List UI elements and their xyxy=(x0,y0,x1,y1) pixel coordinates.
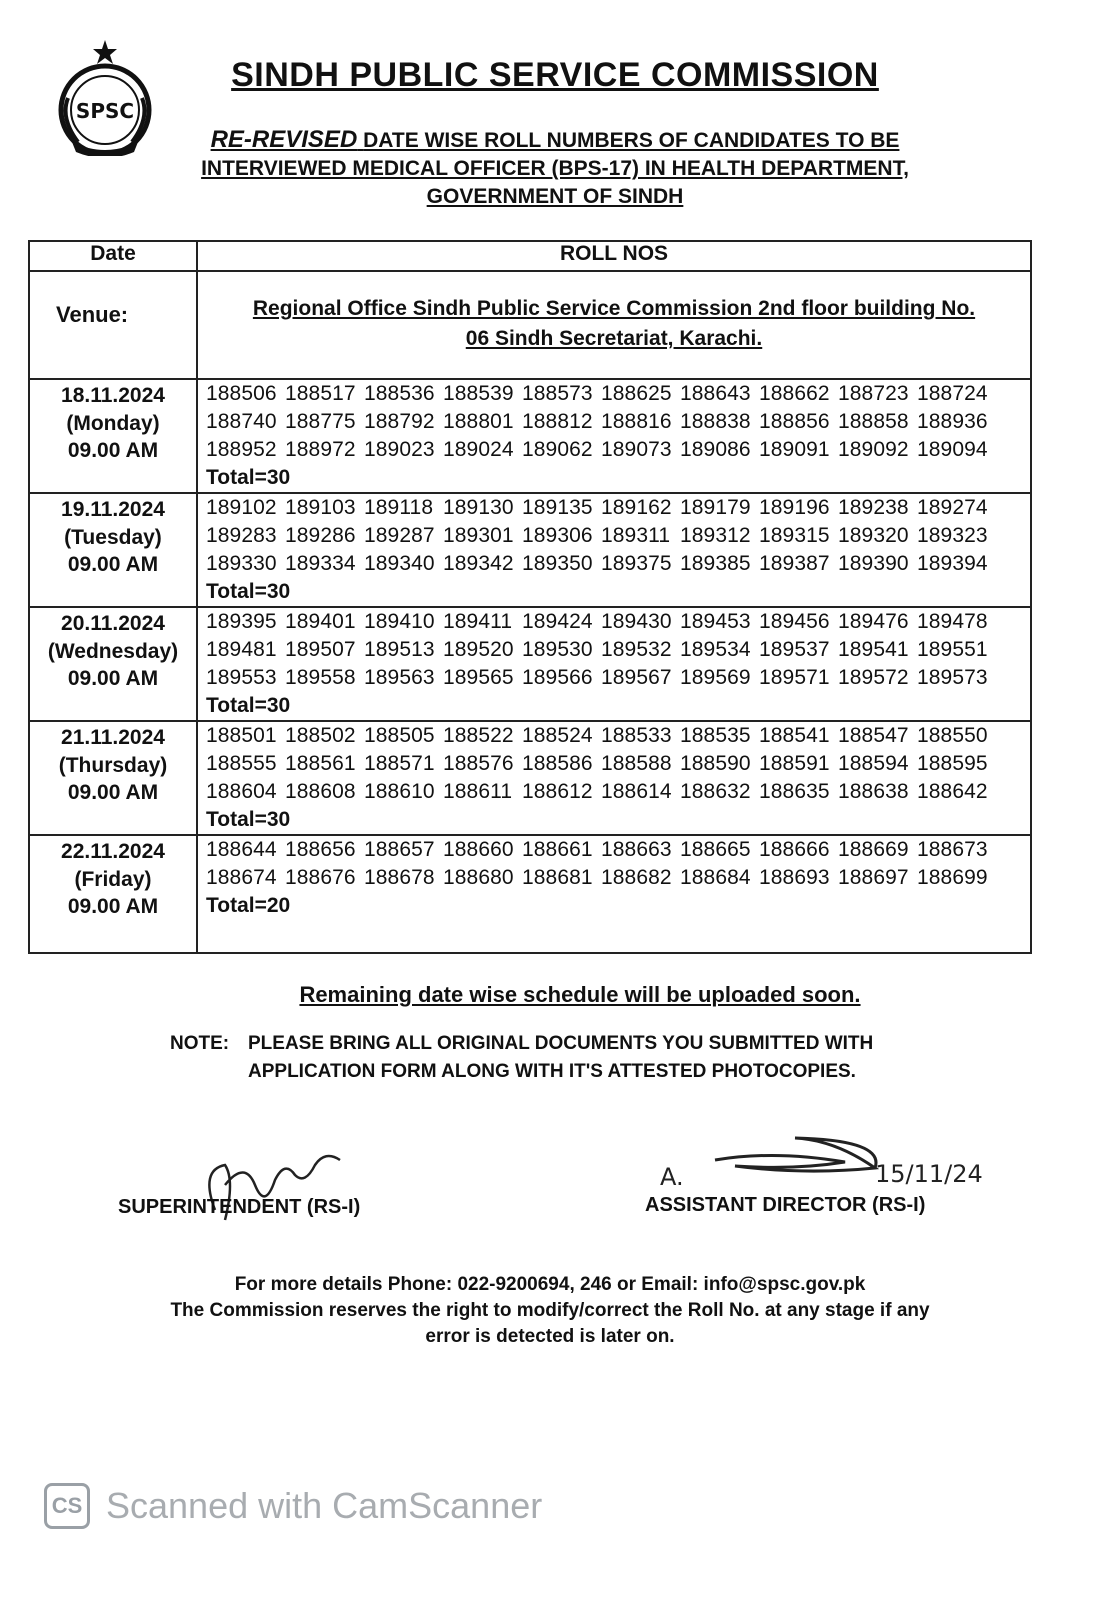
roll-number: 188573 xyxy=(522,382,593,405)
roll-total: Total=30 xyxy=(206,694,291,717)
date-cell xyxy=(29,721,197,835)
roll-number: 189283 xyxy=(206,524,277,547)
roll-number: 189118 xyxy=(364,496,434,519)
roll-number: 189394 xyxy=(917,552,988,575)
interview-day: (Monday) xyxy=(66,411,160,435)
logo-text: SPSC xyxy=(75,99,135,123)
roll-number: 189563 xyxy=(364,666,435,689)
roll-number: 188642 xyxy=(917,780,988,803)
roll-number: 188524 xyxy=(522,724,593,747)
roll-total: Total=20 xyxy=(206,894,291,917)
schedule-day-row xyxy=(29,835,1031,953)
schedule-table xyxy=(28,240,1032,954)
roll-number: 188838 xyxy=(680,410,751,433)
roll-number: 189094 xyxy=(917,438,988,461)
roll-number: 189532 xyxy=(601,638,672,661)
interview-time: 09.00 AM xyxy=(67,439,159,462)
roll-number: 188644 xyxy=(206,838,277,861)
roll-number: 189430 xyxy=(601,610,672,633)
roll-number: 189385 xyxy=(680,552,751,575)
roll-number: 189565 xyxy=(443,666,514,689)
note-line2: APPLICATION FORM ALONG WITH IT'S ATTESTED PHOTOCOPIES. xyxy=(248,1061,856,1082)
roll-number: 189073 xyxy=(601,438,672,461)
roll-number-row xyxy=(206,436,1030,464)
roll-number: 188595 xyxy=(917,752,988,775)
roll-number-row xyxy=(206,608,1030,636)
subtitle-line1: DATE WISE ROLL NUMBERS OF CANDIDATES TO BE xyxy=(363,129,900,152)
roll-number: 188676 xyxy=(285,866,356,889)
roll-number: 189395 xyxy=(206,610,277,633)
roll-number: 189571 xyxy=(759,666,830,689)
roll-number: 188555 xyxy=(206,752,277,775)
roll-number: 188505 xyxy=(364,724,435,747)
interview-date: 22.11.2024 xyxy=(61,840,165,863)
roll-number: 189350 xyxy=(522,552,593,575)
interview-day: (Friday) xyxy=(74,867,152,891)
roll-number: 188517 xyxy=(285,382,356,405)
interview-date: 20.11.2024 xyxy=(61,612,165,635)
camscanner-logo-icon: CS xyxy=(44,1483,90,1529)
roll-number: 188662 xyxy=(759,382,830,405)
roll-number: 189476 xyxy=(838,610,909,633)
roll-number: 188550 xyxy=(917,724,988,747)
roll-number: 188693 xyxy=(759,866,830,889)
roll-number: 188812 xyxy=(522,410,593,433)
roll-number: 188858 xyxy=(838,410,909,433)
date-cell xyxy=(29,379,197,493)
roll-number: 188533 xyxy=(601,724,672,747)
roll-number: 188588 xyxy=(601,752,672,775)
roll-number: 188674 xyxy=(206,866,277,889)
roll-number: 188684 xyxy=(680,866,751,889)
roll-number: 189566 xyxy=(522,666,593,689)
roll-number: 189023 xyxy=(364,438,435,461)
roll-number-row xyxy=(206,750,1030,778)
roll-number: 188660 xyxy=(443,838,514,861)
footer-disclaimer-line2: error is detected is later on. xyxy=(425,1326,675,1347)
footer xyxy=(100,1272,1000,1350)
roll-number: 188669 xyxy=(838,838,909,861)
roll-number: 188663 xyxy=(601,838,672,861)
roll-numbers-cell xyxy=(197,721,1031,835)
roll-number: 189135 xyxy=(522,496,593,519)
interview-time: 09.00 AM xyxy=(67,667,159,690)
roll-number: 189375 xyxy=(601,552,672,575)
svg-text:A.: A. xyxy=(660,1163,684,1191)
roll-number: 189520 xyxy=(443,638,514,661)
schedule-day-row xyxy=(29,379,1031,493)
roll-number: 188816 xyxy=(601,410,672,433)
roll-number: 189086 xyxy=(680,438,751,461)
footer-contact: For more details Phone: 022-9200694, 246 or Email: info@spsc.gov.pk xyxy=(234,1274,866,1295)
interview-time: 09.00 AM xyxy=(67,553,159,576)
note xyxy=(170,1030,990,1086)
roll-number: 189401 xyxy=(285,610,356,633)
roll-number: 188612 xyxy=(522,780,593,803)
roll-number: 189553 xyxy=(206,666,277,689)
roll-number: 189558 xyxy=(285,666,356,689)
roll-number: 188590 xyxy=(680,752,751,775)
remaining-schedule-notice: Remaining date wise schedule will be uploaded soon. xyxy=(299,982,861,1007)
roll-number-row xyxy=(206,664,1030,692)
interview-time: 09.00 AM xyxy=(67,895,159,918)
roll-number: 189478 xyxy=(917,610,988,633)
interview-day: (Tuesday) xyxy=(64,525,162,549)
assistant-director-signature xyxy=(655,1130,985,1200)
date-cell xyxy=(29,835,197,953)
roll-number: 188594 xyxy=(838,752,909,775)
roll-numbers-cell xyxy=(197,835,1031,953)
roll-numbers-cell xyxy=(197,493,1031,607)
roll-number: 188638 xyxy=(838,780,909,803)
roll-number: 189179 xyxy=(680,496,751,519)
venue-label: Venue: xyxy=(29,271,197,379)
roll-number-row xyxy=(206,636,1030,664)
roll-number: 188792 xyxy=(364,410,435,433)
roll-total: Total=30 xyxy=(206,466,291,489)
column-header-date: Date xyxy=(29,241,197,271)
roll-number: 189551 xyxy=(917,638,988,661)
roll-number-row xyxy=(206,380,1030,408)
roll-number: 188635 xyxy=(759,780,830,803)
roll-number: 188610 xyxy=(364,780,435,803)
roll-number: 189092 xyxy=(838,438,909,461)
superintendent-title: SUPERINTENDENT (RS-I) xyxy=(118,1196,361,1218)
roll-number: 189320 xyxy=(838,524,909,547)
roll-number: 188678 xyxy=(364,866,435,889)
roll-number: 188541 xyxy=(759,724,830,747)
roll-number: 189342 xyxy=(443,552,514,575)
roll-number: 188571 xyxy=(364,752,435,775)
roll-number: 188666 xyxy=(759,838,830,861)
roll-number: 188656 xyxy=(285,838,356,861)
roll-number: 188586 xyxy=(522,752,593,775)
camscanner-text: Scanned with CamScanner xyxy=(106,1485,543,1526)
roll-number-row xyxy=(206,550,1030,578)
roll-number: 189541 xyxy=(838,638,909,661)
interview-date: 19.11.2024 xyxy=(61,498,165,521)
roll-number: 189334 xyxy=(285,552,356,575)
roll-number: 189567 xyxy=(601,666,672,689)
roll-number: 189312 xyxy=(680,524,751,547)
roll-number: 189411 xyxy=(443,610,513,633)
roll-number: 188699 xyxy=(917,866,988,889)
interview-day: (Wednesday) xyxy=(47,639,179,663)
roll-number-row xyxy=(206,778,1030,806)
roll-number: 188536 xyxy=(364,382,435,405)
roll-number: 188632 xyxy=(680,780,751,803)
roll-number: 188535 xyxy=(680,724,751,747)
roll-number-row xyxy=(206,722,1030,750)
roll-number: 188591 xyxy=(759,752,830,775)
camscanner-watermark xyxy=(44,1480,542,1532)
roll-number: 189315 xyxy=(759,524,830,547)
roll-number: 189130 xyxy=(443,496,514,519)
roll-number: 189424 xyxy=(522,610,593,633)
schedule-day-row xyxy=(29,721,1031,835)
venue-row xyxy=(29,271,1031,379)
roll-number: 189387 xyxy=(759,552,830,575)
roll-number: 188522 xyxy=(443,724,514,747)
roll-number: 189456 xyxy=(759,610,830,633)
roll-total: Total=30 xyxy=(206,580,291,603)
date-cell xyxy=(29,607,197,721)
roll-number: 189287 xyxy=(364,524,435,547)
roll-numbers-cell xyxy=(197,379,1031,493)
interview-time: 09.00 AM xyxy=(67,781,159,804)
roll-number: 189481 xyxy=(206,638,277,661)
venue-text xyxy=(197,271,1031,379)
footer-disclaimer-line1: The Commission reserves the right to modify/correct the Roll No. at any stage if any xyxy=(170,1300,930,1321)
roll-number: 189340 xyxy=(364,552,435,575)
roll-number: 188740 xyxy=(206,410,277,433)
roll-number: 189330 xyxy=(206,552,277,575)
roll-number: 188502 xyxy=(285,724,356,747)
roll-number: 189301 xyxy=(443,524,514,547)
roll-number: 189091 xyxy=(759,438,830,461)
roll-number: 189238 xyxy=(838,496,909,519)
roll-number: 189513 xyxy=(364,638,435,661)
roll-number: 188952 xyxy=(206,438,277,461)
roll-number: 188665 xyxy=(680,838,751,861)
signature-date: 15/11/24 xyxy=(875,1160,983,1188)
roll-number: 189311 xyxy=(601,524,671,547)
roll-number: 188608 xyxy=(285,780,356,803)
roll-number: 188856 xyxy=(759,410,830,433)
roll-number: 188681 xyxy=(522,866,593,889)
roll-number: 188936 xyxy=(917,410,988,433)
roll-number: 188697 xyxy=(838,866,909,889)
roll-number: 189537 xyxy=(759,638,830,661)
roll-number-row xyxy=(206,408,1030,436)
interview-day: (Thursday) xyxy=(58,753,168,777)
roll-number: 188547 xyxy=(838,724,909,747)
roll-number: 188682 xyxy=(601,866,672,889)
roll-number: 188611 xyxy=(443,780,513,803)
roll-number: 189062 xyxy=(522,438,593,461)
roll-number: 188539 xyxy=(443,382,514,405)
roll-number: 189274 xyxy=(917,496,988,519)
date-cell xyxy=(29,493,197,607)
roll-number: 189390 xyxy=(838,552,909,575)
venue-line2: 06 Sindh Secretariat, Karachi. xyxy=(465,327,763,350)
roll-number: 188501 xyxy=(206,724,277,747)
subtitle-emphasis: RE-REVISED xyxy=(210,126,358,153)
assistant-director-title: ASSISTANT DIRECTOR (RS-I) xyxy=(645,1194,926,1216)
roll-number: 188625 xyxy=(601,382,672,405)
roll-number: 189102 xyxy=(206,496,277,519)
roll-number: 189286 xyxy=(285,524,356,547)
roll-number: 189103 xyxy=(285,496,356,519)
roll-number-row xyxy=(206,494,1030,522)
document-subtitle xyxy=(150,126,960,211)
note-line1: PLEASE BRING ALL ORIGINAL DOCUMENTS YOU SUBMITTED WITH xyxy=(248,1033,874,1054)
roll-number: 188643 xyxy=(680,382,751,405)
roll-number: 188723 xyxy=(838,382,909,405)
roll-numbers-cell xyxy=(197,607,1031,721)
subtitle-line3: GOVERNMENT OF SINDH xyxy=(426,185,684,208)
roll-number: 188661 xyxy=(522,838,593,861)
roll-number-row xyxy=(206,864,1030,892)
roll-number: 188604 xyxy=(206,780,277,803)
roll-number: 188775 xyxy=(285,410,356,433)
roll-number: 189569 xyxy=(680,666,751,689)
note-label: NOTE: xyxy=(170,1033,230,1054)
roll-number: 189323 xyxy=(917,524,988,547)
roll-number: 188506 xyxy=(206,382,277,405)
roll-number: 189530 xyxy=(522,638,593,661)
roll-number: 189572 xyxy=(838,666,909,689)
roll-number: 189024 xyxy=(443,438,514,461)
roll-number: 189162 xyxy=(601,496,672,519)
spsc-logo xyxy=(50,38,160,156)
roll-number: 189534 xyxy=(680,638,751,661)
roll-number: 188673 xyxy=(917,838,988,861)
roll-number: 188724 xyxy=(917,382,988,405)
interview-date: 21.11.2024 xyxy=(61,726,165,749)
roll-number: 188680 xyxy=(443,866,514,889)
subtitle-line2: INTERVIEWED MEDICAL OFFICER (BPS-17) IN HEALTH DEPARTMENT, xyxy=(201,157,909,180)
schedule-day-row xyxy=(29,607,1031,721)
venue-line1: Regional Office Sindh Public Service Commission 2nd floor building No. xyxy=(252,297,976,320)
roll-number-row xyxy=(206,836,1030,864)
roll-number: 189507 xyxy=(285,638,356,661)
roll-number: 189453 xyxy=(680,610,751,633)
roll-number: 188801 xyxy=(443,410,514,433)
roll-number-row xyxy=(206,522,1030,550)
roll-number: 188972 xyxy=(285,438,356,461)
page-title: SINDH PUBLIC SERVICE COMMISSION xyxy=(231,56,879,94)
roll-number: 188561 xyxy=(285,752,356,775)
roll-number: 188657 xyxy=(364,838,435,861)
roll-number: 188614 xyxy=(601,780,672,803)
column-header-roll-nos: ROLL NOS xyxy=(197,241,1031,271)
roll-number: 188576 xyxy=(443,752,514,775)
roll-number: 189196 xyxy=(759,496,830,519)
roll-number: 189573 xyxy=(917,666,988,689)
roll-number: 189306 xyxy=(522,524,593,547)
interview-date: 18.11.2024 xyxy=(61,384,165,407)
roll-total: Total=30 xyxy=(206,808,291,831)
roll-number: 189410 xyxy=(364,610,435,633)
schedule-day-row xyxy=(29,493,1031,607)
